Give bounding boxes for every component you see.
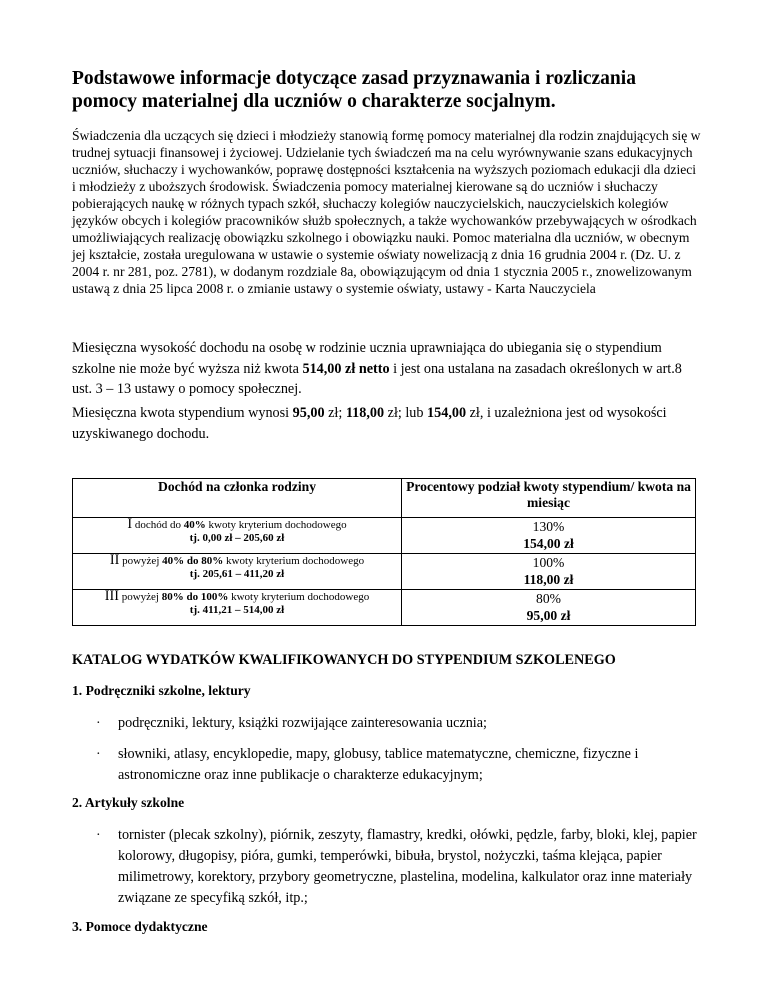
stipend-amount-1: 95,00 <box>292 405 325 421</box>
row-prefix: powyżej <box>119 555 163 567</box>
section-title-teaching-aids: 3. Pomoce dydaktyczne <box>72 919 208 934</box>
list-item-text: słowniki, atlasy, encyklopedie, mapy, globusy, tablice matematyczne, chemiczne, fizyczne i astronomiczne oraz inne publikacje o charakterze edukacyjnym; <box>118 746 639 783</box>
row-suffix: kwoty kryterium dochodowego <box>228 591 370 603</box>
row-number: II <box>109 552 120 568</box>
income-limit-paragraph <box>72 338 696 400</box>
section-title-supplies: 2. Artykuły szkolne <box>72 795 185 810</box>
row-percentage: 130% <box>532 519 565 534</box>
intro-paragraph: Świadczenia dla uczących się dzieci i młodzieży stanowią formę pomocy materialnej dla rodzin znajdujących się w trudnej sytuacji finansowej i życiowej. Udzielanie tych świadczeń ma na celu wyrównywanie szans edukacyjnych uczniów, słuchaczy i wychowanków, poprawę dostępności kształcenia na wyższych poziomach edukacji dla dzieci i młodzieży z uboższych środowisk. Świadczenia pomocy materialnej kierowane są do uczniów i słuchaczy pobierających naukę w różnych typach szkół, słuchaczy kolegiów nauczycielskich, nauczycielskich kolegiów języków obcych i kolegiów pracowników służb społecznych, a także wychowanków przebywających w ośrodkach umożliwiających realizację obowiązku szkolnego i obowiązku nauki. Pomoc materialna dla uczniów, w obecnym jej kształcie, została uregulowana w ustawie o systemie oświaty nowelizacją z dnia 16 grudnia 2004 r. (Dz. U. z 2004 r. nr 281, poz. 2781), w dodanym rozdziale 8a, obowiązującym od dnia 1 stycznia 2005 r., znowelizowanym ustawą z dnia 25 lipca 2008 r. o zmianie ustawy o systemie oświaty, ustawy - Karta Nauczyciela <box>72 128 701 296</box>
list-item-text: podręczniki, lektury, książki rozwijające zainteresowania ucznia; <box>118 715 487 731</box>
income-limit-amount: 514,00 zł netto <box>302 360 390 377</box>
table-header-row <box>73 479 696 518</box>
row-prefix: powyżej <box>118 591 162 603</box>
row-prefix: dochód do <box>132 519 184 531</box>
table-row <box>73 554 696 590</box>
row-stipend-amount: 118,00 zł <box>523 572 574 587</box>
stipend-text-after: zł, i uzależniona jest od wysokości uzyskiwanego dochodu. <box>72 405 667 442</box>
income-table <box>72 478 696 626</box>
row-stipend-amount: 154,00 zł <box>523 536 574 551</box>
row-amount-range: tj. 411,21 – 514,00 zł <box>189 604 285 616</box>
stipend-amount-2: 118,00 <box>345 405 385 421</box>
header-income: Dochód na członka rodziny <box>73 479 402 518</box>
stipend-cell <box>402 554 696 590</box>
row-percentage: 80% <box>536 591 561 606</box>
row-range: 40% <box>183 519 206 531</box>
stipend-cell <box>402 518 696 554</box>
list-item-text: tornister (plecak szkolny), piórnik, zeszyty, flamastry, kredki, ołówki, pędzle, farby, bloki, klej, papier kolorowy, długopisy, pióra, gumki, temperówki, bibuła, brystol, nożyczki, taśma klejąca, papier milimetrowy, korektory, przybory geometryczne, plastelina, modelina, kalkulator oraz inne materiały związane ze specyfiką szkół, itp.; <box>118 827 697 906</box>
row-range: 40% do 80% <box>162 555 224 567</box>
row-amount-range: tj. 0,00 zł – 205,60 zł <box>189 532 285 544</box>
stipend-amount-3: 154,00 <box>427 405 467 421</box>
row-suffix: kwoty kryterium dochodowego <box>205 519 347 531</box>
row-number: III <box>104 588 119 604</box>
bullet-icon: · <box>96 828 101 843</box>
stipend-cell <box>402 590 696 626</box>
stipend-amount-paragraph <box>72 403 696 444</box>
row-percentage: 100% <box>532 555 565 570</box>
stipend-text-before: Miesięczna kwota stypendium wynosi <box>72 405 293 421</box>
row-suffix: kwoty kryterium dochodowego <box>223 555 365 567</box>
income-range-cell <box>73 590 402 626</box>
row-number: I <box>127 516 133 532</box>
bullet-icon: · <box>96 747 101 762</box>
header-percentage: Procentowy podział kwoty stypendium/ kwota na miesiąc <box>402 479 696 518</box>
stipend-text-mid1: zł; <box>324 405 346 421</box>
bullet-icon: · <box>96 716 101 731</box>
table-row <box>73 518 696 554</box>
income-range-cell <box>73 554 402 590</box>
row-range: 80% do 100% <box>161 591 229 603</box>
table-row <box>73 590 696 626</box>
stipend-text-mid2: zł; lub <box>384 405 428 421</box>
document-title: Podstawowe informacje dotyczące zasad przyznawania i rozliczania pomocy materialnej dla uczniów o charakterze socjalnym. <box>72 68 636 112</box>
row-amount-range: tj. 205,61 – 411,20 zł <box>189 568 285 580</box>
income-range-cell <box>73 518 402 554</box>
income-text-after: i jest ona ustalana na zasadach określonych w art.8 ust. 3 – 13 ustawy o pomocy społecznej. <box>72 360 682 397</box>
income-text-before: Miesięczna wysokość dochodu na osobę w rodzinie ucznia uprawniająca do ubiegania się o stypendium szkolne nie może być wyższa niż kwota <box>72 340 662 377</box>
section-title-textbooks: 1. Podręczniki szkolne, lektury <box>72 683 251 698</box>
row-stipend-amount: 95,00 zł <box>526 608 571 623</box>
catalog-title: KATALOG WYDATKÓW KWALIFIKOWANYCH DO STYPENDIUM SZKOLENEGO <box>72 652 616 668</box>
